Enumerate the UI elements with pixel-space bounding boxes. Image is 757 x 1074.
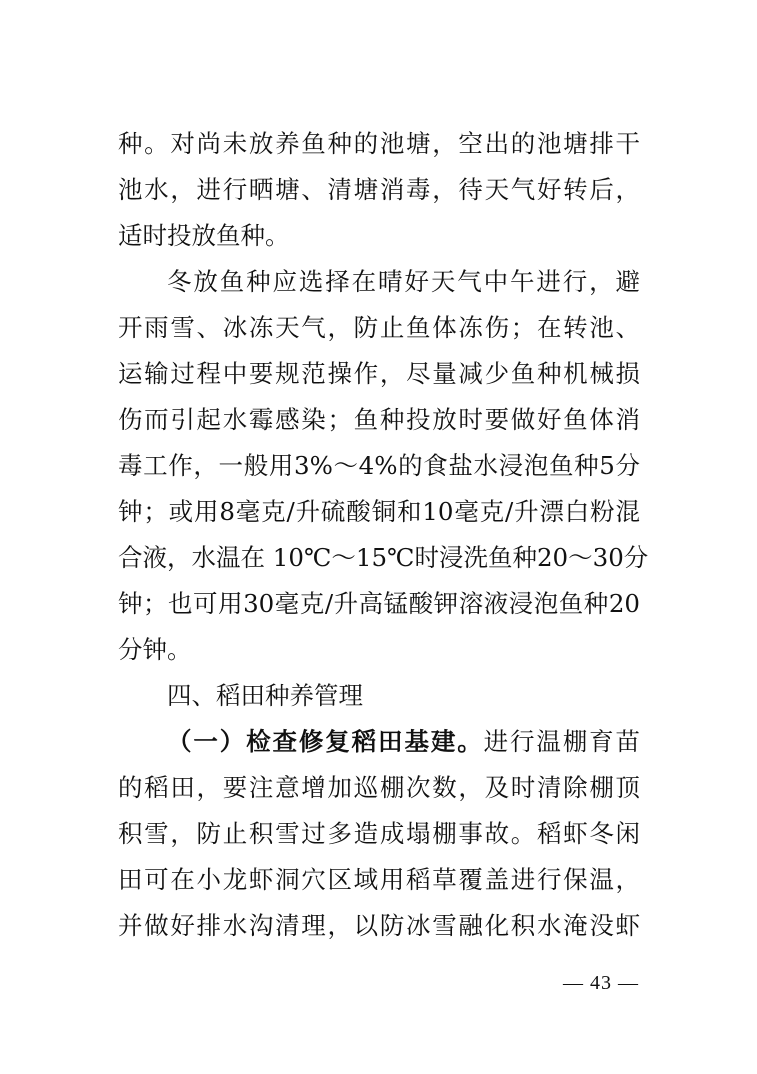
paragraph-line: 积雪，防止积雪过多造成塌棚事故。稻虾冬闲	[118, 819, 640, 848]
body-text	[118, 121, 649, 949]
page-number: — 43 —	[563, 972, 639, 994]
paragraph-line: 伤而引起水霉感染；鱼种投放时要做好鱼体消	[118, 405, 640, 434]
paragraph-line: 合液，水温在 10℃～15℃时浸洗鱼种20～30分	[118, 543, 649, 572]
paragraph-line: 钟；也可用30毫克/升高锰酸钾溶液浸泡鱼种20	[118, 589, 640, 618]
paragraph-line: 的稻田，要注意增加巡棚次数，及时清除棚顶	[118, 773, 640, 802]
section-heading: 四、稻田种养管理	[167, 681, 363, 710]
paragraph-line: 运输过程中要规范操作，尽量减少鱼种机械损	[118, 359, 640, 388]
paragraph-line: 田可在小龙虾洞穴区域用稻草覆盖进行保温，	[118, 865, 640, 894]
paragraph-line: 钟；或用8毫克/升硫酸铜和10毫克/升漂白粉混	[118, 497, 640, 526]
paragraph-line: 开雨雪、冰冻天气，防止鱼体冻伤；在转池、	[118, 313, 640, 342]
subsection-title: （一）检查修复稻田基建。	[167, 727, 484, 756]
subsection-line	[118, 719, 640, 765]
paragraph-line: 冬放鱼种应选择在晴好天气中午进行，避	[167, 267, 640, 296]
paragraph-line: 毒工作，一般用3%～4%的食盐水浸泡鱼种5分	[118, 451, 640, 480]
paragraph-line: 并做好排水沟清理，以防冰雪融化积水淹没虾	[118, 911, 640, 940]
subsection-text: 进行温棚育苗	[483, 727, 641, 756]
paragraph-line: 池水，进行晒塘、清塘消毒，待天气好转后，	[118, 175, 640, 204]
paragraph-line: 适时投放鱼种。	[118, 221, 290, 250]
paragraph-line: 种。对尚未放养鱼种的池塘，空出的池塘排干	[118, 129, 640, 158]
paragraph-line: 分钟。	[118, 635, 192, 664]
